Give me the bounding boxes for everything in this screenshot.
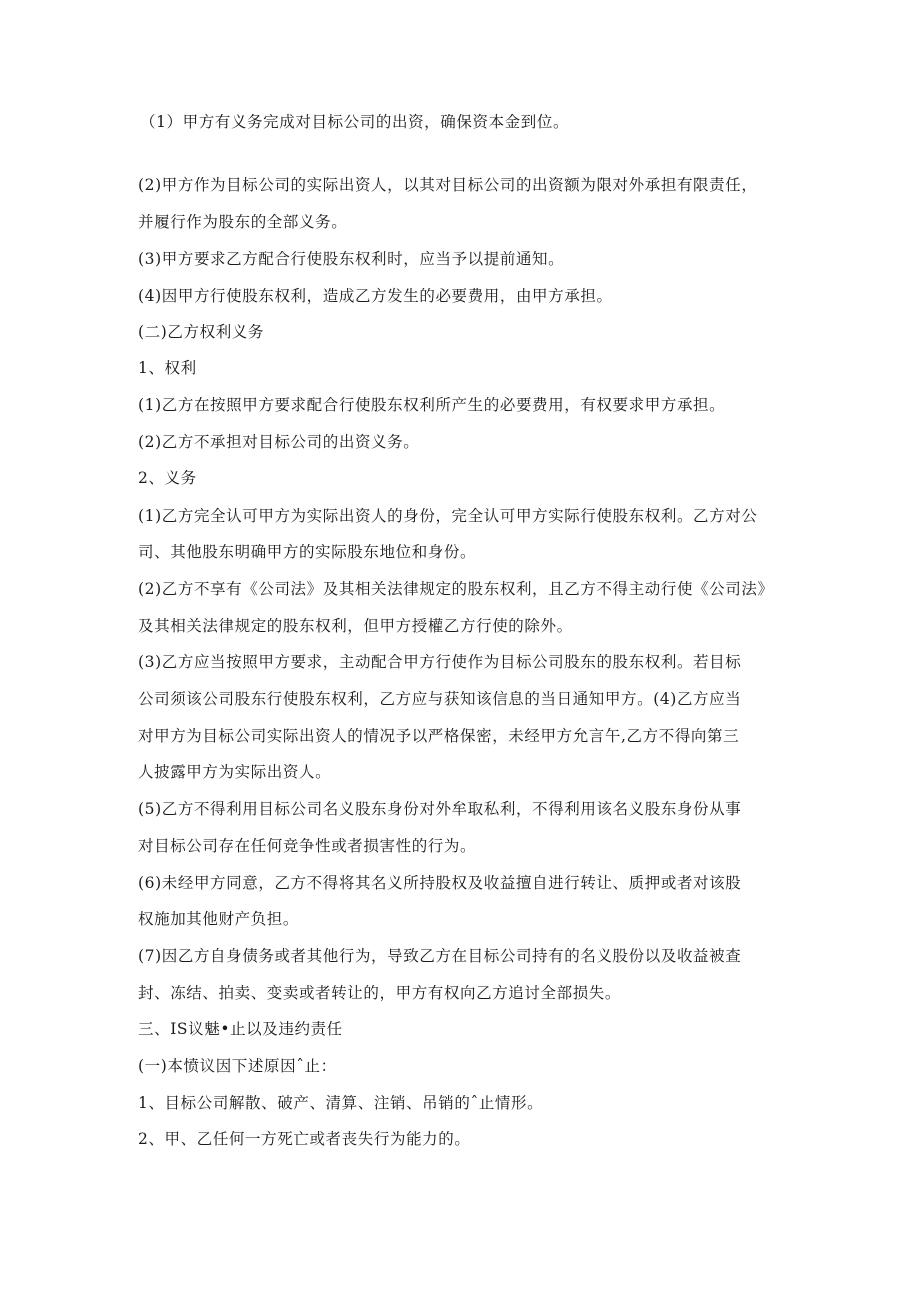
clause-party-a-obligation-4: (4)因甲方行使股东权利，造成乙方发生的必要费用，由甲方承担。 xyxy=(138,287,613,305)
clause-party-b-obligation-6-line1: (6)未经甲方同意，乙方不得将其名义所持股权及收益擅自进行转让、质押或者对该股 xyxy=(138,874,742,892)
subheading-obligations: 2、义务 xyxy=(138,469,197,487)
termination-cause-2: 2、甲、乙任何一方死亡或者丧失行为能力的。 xyxy=(138,1130,471,1148)
clause-party-b-right-1: (1)乙方在按照甲方要求配合行使股东权利所产生的必要费用，有权要求甲方承担。 xyxy=(138,396,726,414)
termination-cause-1: 1、目标公司解散、破产、清算、注销、吊销的ˆ止情形。 xyxy=(138,1094,544,1112)
clause-party-a-obligation-2-line2: 并履行作为股东的全部义务。 xyxy=(138,213,348,231)
clause-party-b-obligation-6-line2: 权施加其他财产负担。 xyxy=(138,910,300,928)
clause-party-b-obligation-5-line2: 对目标公司存在任何竞争性或者损害性的行为。 xyxy=(138,837,477,855)
clause-party-a-obligation-1: （1）甲方有义务完成对目标公司的出资，确保资本金到位。 xyxy=(140,113,570,131)
clause-party-b-obligation-5-line1: (5)乙方不得利用目标公司名义股东身份对外牟取私利，不得利用该名义股东身份从事 xyxy=(138,800,742,818)
clause-party-b-obligation-7-line1: (7)因乙方自身债务或者其他行为，导致乙方在目标公司持有的名义股份以及收益被查 xyxy=(138,947,742,965)
clause-party-b-obligation-3-line2: 公司须该公司股东行使股东权利，乙方应与获知该信息的当日通知甲方。(4)乙方应当 xyxy=(138,690,742,708)
clause-party-b-obligation-2-line2: 及其相关法律规定的股东权利，但甲方授權乙方行使的除外。 xyxy=(138,617,573,635)
subsection-heading-termination-causes: (一)本愤议因下述原因ˆ止： xyxy=(138,1057,337,1075)
clause-party-b-obligation-3-line1: (3)乙方应当按照甲方要求，主动配合甲方行使作为目标公司股东的股东权利。若目标 xyxy=(138,653,742,671)
clause-party-b-right-2: (2)乙方不承担对目标公司的出资义务。 xyxy=(138,433,420,451)
section-heading-termination: 三、IS议魅•止以及违约责任 xyxy=(138,1020,343,1038)
clause-party-b-obligation-4-line2: 人披露甲方为实际出资人。 xyxy=(138,763,332,781)
clause-party-b-obligation-7-line2: 封、冻结、拍卖、变卖或者转让的，甲方有权向乙方追讨全部损失。 xyxy=(138,984,622,1002)
clause-party-a-obligation-2-line1: (2)甲方作为目标公司的实际出资人，以其对目标公司的出资额为限对外承担有限责任， xyxy=(138,176,758,194)
section-heading-party-b: (二)乙方权利义务 xyxy=(138,323,264,341)
clause-party-b-obligation-4-line1: 对甲方为目标公司实际出资人的情况予以严格保密，未经甲方允言午,乙方不得向第三 xyxy=(138,727,740,745)
clause-party-b-obligation-2-line1: (2)乙方不享有《公司法》及其相关法律规定的股东权利，且乙方不得主动行使《公司法》 xyxy=(138,580,774,598)
subheading-rights: 1、权利 xyxy=(138,359,197,377)
clause-party-a-obligation-3: (3)甲方要求乙方配合行使股东权利时，应当予以提前通知。 xyxy=(138,250,565,268)
clause-party-b-obligation-1-line2: 司、其他股东明确甲方的实际股东地位和身份。 xyxy=(138,543,477,561)
clause-party-b-obligation-1-line1: (1)乙方完全认可甲方为实际出资人的身份，完全认可甲方实际行使股东权利。乙方对公 xyxy=(138,507,758,525)
